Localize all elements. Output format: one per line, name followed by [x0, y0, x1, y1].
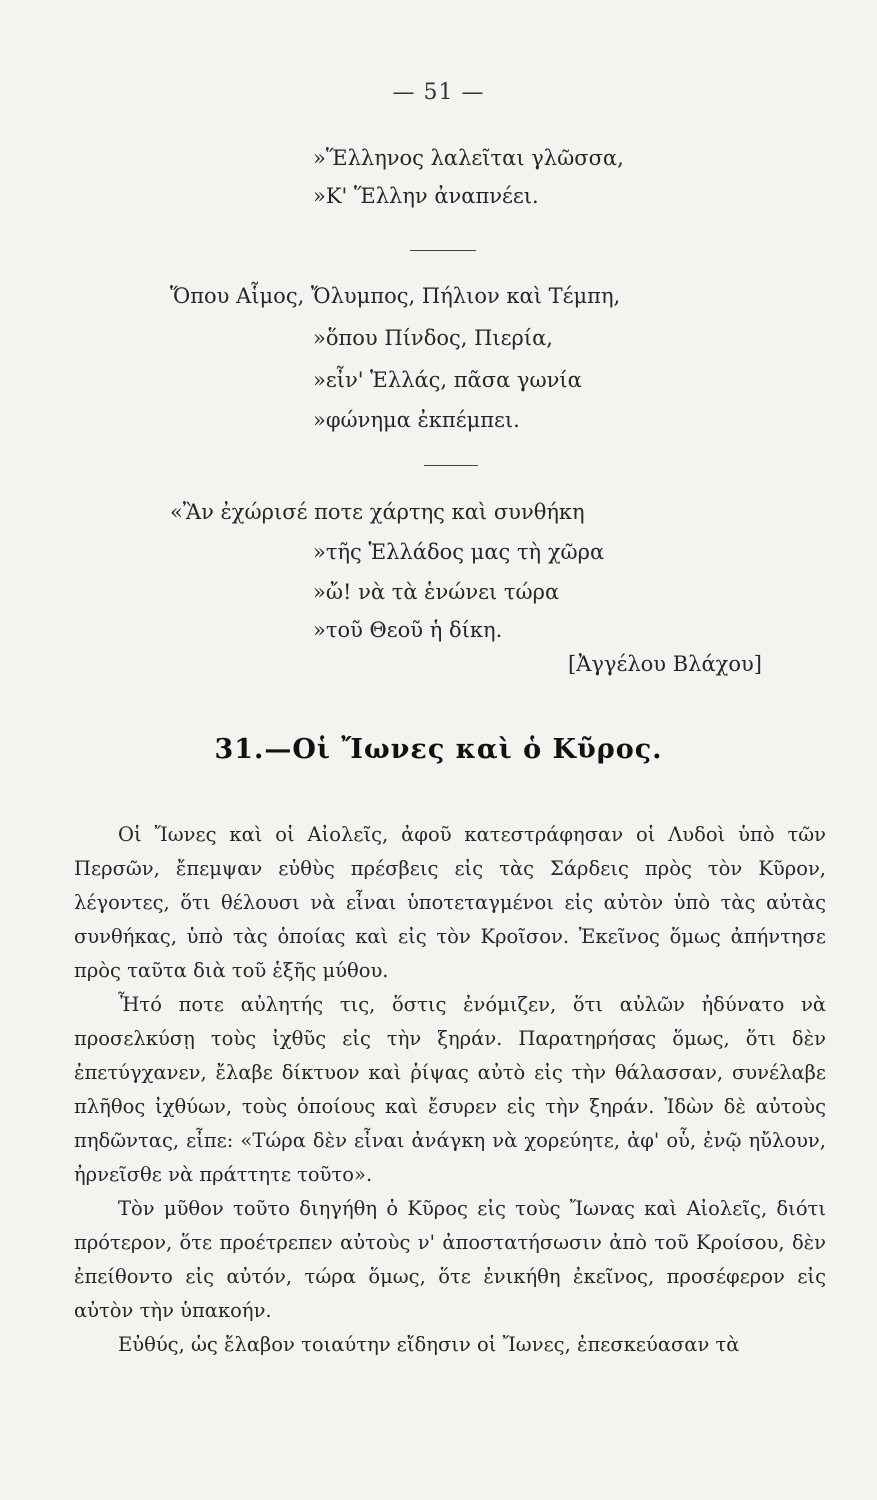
- verse-line: Ὅπου Αἷμος, Ὄλυμπος, Πήλιον καὶ Τέμπη,: [170, 284, 621, 308]
- verse-line: »ὅπου Πίνδος, Πιερία,: [313, 326, 553, 350]
- verse-line: »εἶν' Ἑλλάς, πᾶσα γωνία: [313, 368, 582, 392]
- page-number: — 51 —: [392, 80, 485, 105]
- verse-line: »ὤ! νὰ τὰ ἑνώνει τώρα: [313, 580, 560, 604]
- verse-line: »τῆς Ἑλλάδος μας τὴ χῶρα: [313, 540, 605, 564]
- paragraph: Εὐθύς, ὡς ἔλαβον τοιαύτην εἴδησιν οἱ Ἴωνες, ἐπεσκεύασαν τὰ: [118, 1333, 740, 1356]
- paragraph: Τὸν μῦθον τοῦτο διηγήθη ὁ Κῦρος εἰς τοὺς Ἴωνας καὶ Αἰολεῖς, διότι πρότερον, ὅτε προέτρεπεν αὐτοὺς ν' ἀποστατήσωσιν ἀπὸ τοῦ Κροίσου, δὲν ἐπείθοντο εἰς αὐτόν, τώρα ὅμως, ὅτε ἐνικήθη ἐκεῖνος, προσέφερον εἰς αὐτὸν τὴν ὑπακοήν.: [74, 1197, 826, 1322]
- divider-rule: [424, 465, 478, 466]
- verse-line: «Ἂν ἐχώρισέ ποτε χάρτης καὶ συνθήκη: [170, 500, 585, 524]
- divider-rule: [410, 250, 476, 251]
- verse-line: »φώνημα ἐκπέμπει.: [313, 408, 520, 432]
- poem-attribution: [Ἀγγέλου Βλάχου]: [568, 652, 762, 676]
- verse-line: »τοῦ Θεοῦ ἡ δίκη.: [313, 618, 503, 642]
- verse-line: »Ἕλληνος λαλεῖται γλῶσσα,: [313, 146, 624, 170]
- section-body: [74, 818, 826, 1362]
- paragraph: Ἦτό ποτε αὐλητής τις, ὅστις ἐνόμιζεν, ὅτι αὐλῶν ἠδύνατο νὰ προσελκύσῃ τοὺς ἰχθῦς εἰς τὴν ξηράν. Παρατηρήσας ὅμως, ὅτι δὲν ἐπετύγχανεν, ἔλαβε δίκτυον καὶ ῥίψας αὐτὸ εἰς τὴν θάλασσαν, συνέλαβε πλῆθος ἰχθύων, τοὺς ὁποίους καὶ ἔσυρεν εἰς τὴν ξηράν. Ἰδὼν δὲ αὐτοὺς πηδῶντας, εἶπε: «Τώρα δὲν εἶναι ἀνάγκη νὰ χορεύητε, ἀφ' οὗ, ἐνῷ ηὔλουν, ἠρνεῖσθε νὰ πράττητε τοῦτο».: [74, 993, 826, 1186]
- paragraph: Οἱ Ἴωνες καὶ οἱ Αἰολεῖς, ἀφοῦ κατεστράφησαν οἱ Λυδοὶ ὑπὸ τῶν Περσῶν, ἔπεμψαν εὐθὺς πρέσβεις εἰς τὰς Σάρδεις πρὸς τὸν Κῦρον, λέγοντες, ὅτι θέλουσι νὰ εἶναι ὑποτεταγμένοι εἰς αὐτὸν ὑπὸ τὰς αὐτὰς συνθήκας, ὑπὸ τὰς ὁποίας καὶ εἰς τὸν Κροῖσον. Ἐκεῖνος ὅμως ἀπήντησε πρὸς ταῦτα διὰ τοῦ ἑξῆς μύθου.: [74, 823, 826, 982]
- section-title: 31.—Οἱ Ἴωνες καὶ ὁ Κῦρος.: [214, 734, 663, 765]
- verse-line: »Κ' Ἕλλην ἀναπνέει.: [313, 184, 539, 208]
